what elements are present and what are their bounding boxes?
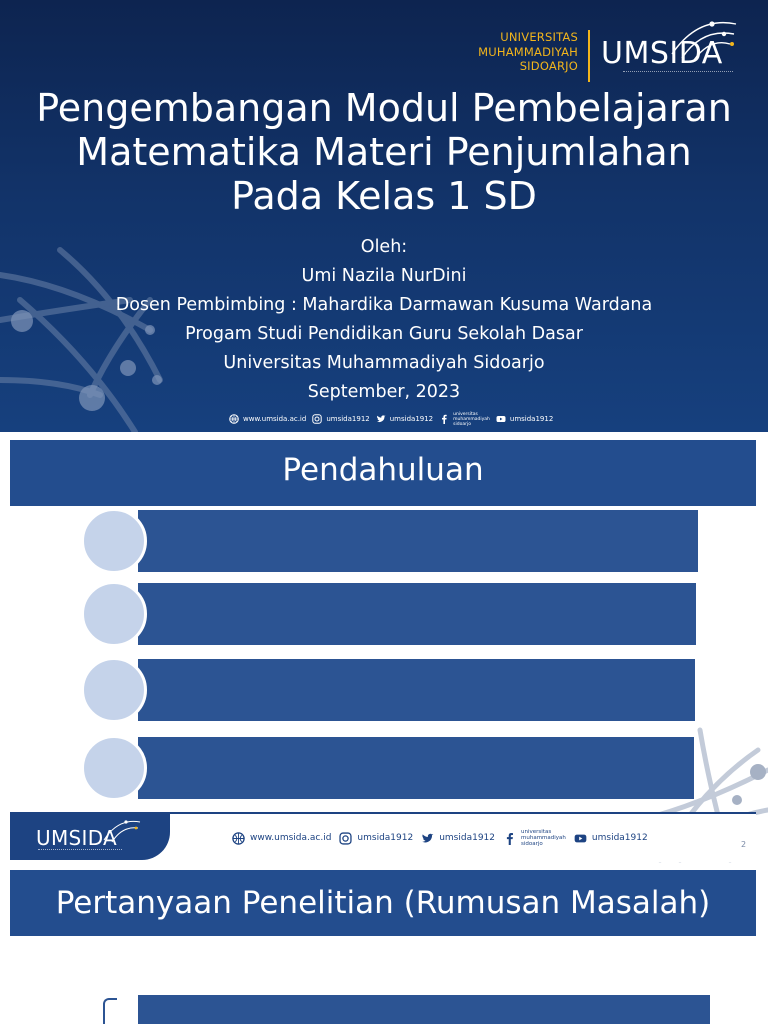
author-line-1: Oleh: [360,237,408,257]
youtube-icon [496,414,506,424]
twitter-link[interactable] [376,414,433,424]
research-question-header: Pertanyaan Penelitian (Rumusan Masalah) [10,870,756,936]
bullet-circle-4 [81,735,147,801]
footer-facebook-line-1: universitas [521,829,552,835]
twitter-icon [421,832,434,845]
facebook-text [453,412,490,427]
author-line-2: Umi Nazila NurDini [301,266,467,286]
website-text: www.umsida.ac.id [243,415,307,423]
umsida-logo: UMSIDA [601,36,723,71]
slide-footer [10,812,756,862]
facebook-icon [439,414,449,424]
footer-facebook-line-2: muhammadiyah [521,835,566,841]
footer-umsida-logo: UMSIDA [36,826,118,850]
globe-icon [229,414,239,424]
presentation-title [0,86,768,218]
research-question-slide [0,864,768,1024]
title-line-2: Matematika Materi Penjumlahan [76,130,692,174]
instagram-icon [312,414,322,424]
university-name [470,30,578,74]
logo-tagline [623,71,733,74]
footer-facebook-text [521,829,566,847]
author-info [0,233,768,407]
author-line-6: September, 2023 [307,382,461,402]
university-line-3: SIDOARJO [519,59,578,73]
title-line-1: Pengembangan Modul Pembelajaran [36,86,732,130]
facebook-link[interactable] [439,412,490,427]
footer-website-link[interactable] [232,832,331,845]
author-line-3: Dosen Pembimbing : Mahardika Darmawan Kusuma Wardana [115,295,653,315]
facebook-line-1: universitas [453,411,478,417]
content-bar [138,995,710,1024]
content-bar-3 [138,659,695,721]
footer-instagram-link[interactable] [339,832,413,845]
logo-divider [588,30,590,82]
footer-youtube-link[interactable] [574,832,648,845]
footer-twitter-link[interactable] [421,832,495,845]
footer-facebook-link[interactable] [503,829,566,847]
facebook-icon [503,832,516,845]
footer-youtube-text: umsida1912 [591,833,648,843]
introduction-header: Pendahuluan [10,440,756,506]
footer-social-links [232,830,648,846]
bracket-decoration [103,998,117,1024]
social-links [229,411,553,427]
author-line-4: Progam Studi Pendidikan Guru Sekolah Dasar [185,324,583,344]
footer-line [160,812,756,814]
title-slide [0,0,768,432]
instagram-icon [339,832,352,845]
page-number: 2 [741,840,747,849]
footer-twitter-text: umsida1912 [439,833,495,843]
globe-icon [232,832,245,845]
facebook-line-3: sidoarjo [453,421,471,427]
youtube-link[interactable] [496,414,553,424]
youtube-text: umsida1912 [509,415,554,423]
content-bar-2 [138,583,696,645]
facebook-line-2: muhammadiyah [453,416,490,422]
footer-website-text: www.umsida.ac.id [250,833,332,843]
footer-logo-panel [10,812,170,860]
instagram-link[interactable] [312,414,369,424]
content-bar-4 [138,737,694,799]
footer-facebook-line-3: sidoarjo [521,841,543,847]
twitter-icon [376,414,386,424]
logo-orbit-icon [668,14,742,70]
bullet-circle-1 [81,508,147,574]
university-line-1: UNIVERSITAS [500,30,578,44]
footer-logo-tagline [38,849,122,850]
university-line-2: MUHAMMADIYAH [478,44,578,59]
instagram-text: umsida1912 [326,415,370,423]
bullet-circle-2 [81,581,147,647]
author-line-5: Universitas Muhammadiyah Sidoarjo [223,353,545,373]
title-line-3: Pada Kelas 1 SD [231,174,537,218]
twitter-text: umsida1912 [389,415,434,423]
content-bar-1 [138,510,698,572]
youtube-icon [574,832,587,845]
introduction-slide [0,432,768,864]
footer-instagram-text: umsida1912 [357,833,414,843]
footer-orbit-icon [102,816,142,846]
website-link[interactable] [229,414,306,424]
bullet-circle-3 [81,657,147,723]
